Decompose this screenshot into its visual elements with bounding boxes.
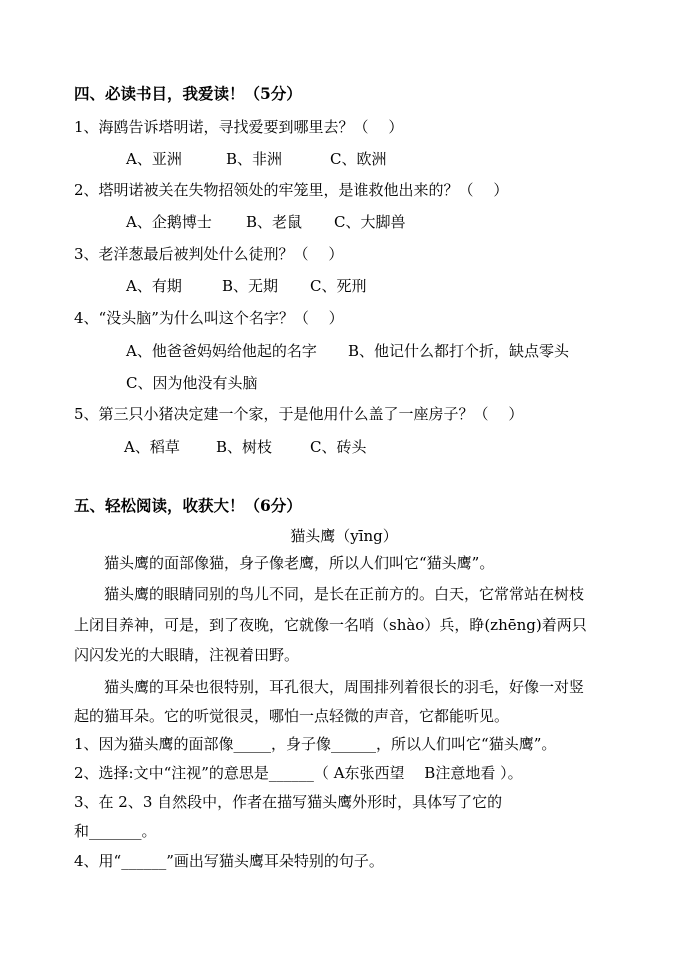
paragraph-2-line-1: 猫头鹰的眼睛同别的鸟儿不同，是长在正前方的。白天，它常常站在树枝 (104, 585, 585, 603)
section5-heading: 五、轻松阅读，收获大！（6分） (74, 496, 302, 515)
option-c: C、砖头 (310, 438, 367, 456)
option-b: B、老鼠 (246, 213, 303, 231)
option-c: C、大脚兽 (334, 213, 406, 231)
option-b: B、树枝 (216, 438, 273, 456)
option-a: A、稻草 (124, 438, 180, 456)
options-4-1 (126, 149, 386, 169)
option-b: B、他记什么都打个折，缺点零头 (348, 342, 570, 360)
question-5-3-line-1: 3、在 2、3 自然段中，作者在描写猫头鹰外形时，具体写了它的 (74, 793, 503, 811)
paragraph-2-line-3: 闪闪发光的大眼睛，注视着田野。 (74, 646, 300, 664)
question-5-3-line-2: 和_______。 (74, 822, 157, 840)
option-b: B、无期 (222, 277, 279, 295)
question-4-2: 2、塔明诺被关在失物招领处的牢笼里，是谁救他出来的？（ ） (74, 181, 509, 199)
question-4-1: 1、海鸥告诉塔明诺，寻找爱要到哪里去？（ ） (74, 118, 404, 136)
paragraph-3-line-1: 猫头鹰的耳朵也很特别，耳孔很大，周围排列着很长的羽毛，好像一对竖 (104, 678, 585, 696)
option-a: A、企鹅博士 (126, 213, 212, 231)
paragraph-2-line-2: 上闭目养神，可是，到了夜晚，它就像一名哨（shào）兵，睁(zhēng)着两只 (74, 616, 587, 634)
options-4-5 (124, 437, 366, 457)
option-c: C、欧洲 (330, 150, 387, 168)
option-a: A、亚洲 (126, 150, 182, 168)
question-4-4: 4、“没头脑”为什么叫这个名字？（ ） (74, 309, 344, 327)
options-4-2 (126, 212, 405, 232)
option-c: C、因为他没有头脑 (126, 374, 258, 392)
option-b: B、非洲 (226, 150, 283, 168)
question-5-4: 4、用“______”画出写猫头鹰耳朵特别的句子。 (74, 852, 384, 870)
question-4-3: 3、老洋葱最后被判处什么徒刑？（ ） (74, 245, 344, 263)
option-c: C、死刑 (310, 277, 367, 295)
passage-title: 猫头鹰（yīng） (290, 527, 398, 545)
option-a: A、他爸爸妈妈给他起的名字 (126, 342, 317, 360)
options-4-3 (126, 276, 366, 296)
paragraph-1-line-1: 猫头鹰的面部像猫，身子像老鹰，所以人们叫它“猫头鹰”。 (104, 554, 495, 572)
section4-heading: 四、必读书目，我爱读！（5分） (74, 84, 302, 103)
question-4-5: 5、第三只小猪决定建一个家，于是他用什么盖了一座房子？（ ） (74, 405, 524, 423)
options-4-4-row1 (126, 341, 569, 361)
question-5-2: 2、选择:文中“注视”的意思是______（ A东张西望 B注意地看 ）。 (74, 764, 523, 782)
paragraph-3-line-2: 起的猫耳朵。它的听觉很灵，哪怕一点轻微的声音，它都能听见。 (74, 707, 510, 725)
question-5-1: 1、因为猫头鹰的面部像_____，身子像______，所以人们叫它“猫头鹰”。 (74, 735, 557, 753)
option-a: A、有期 (126, 277, 182, 295)
